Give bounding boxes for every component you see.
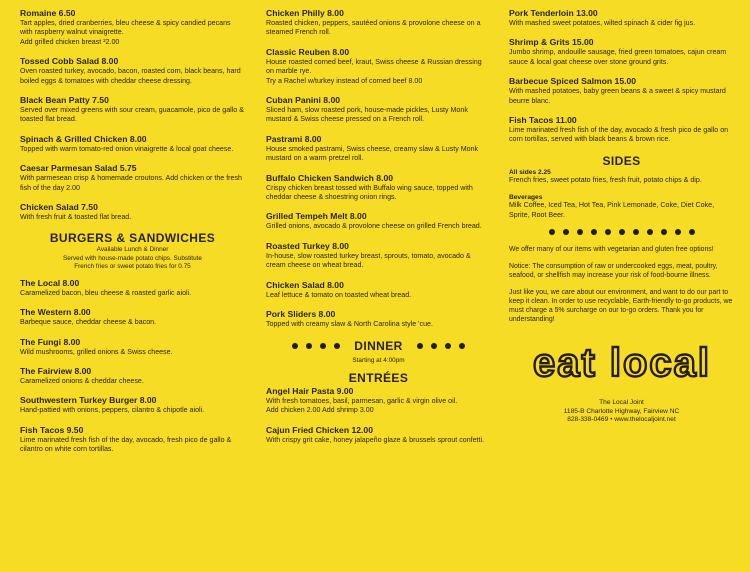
menu-column-3 <box>509 8 734 425</box>
item-description: Wild mushrooms, grilled onions & Swiss cheese. <box>20 347 173 356</box>
bullet-dot <box>689 229 695 235</box>
burgers-substitute: French fries or sweet potato fries for 0.75 <box>74 263 191 271</box>
item-description: House smoked pastrami, Swiss cheese, creamy slaw & Lusty Monk mustard on a warm pretzel roll. <box>266 144 479 163</box>
item-description: In-house, slow roasted turkey breast, sprouts, tomato, avocado & cream cheese on wheat bread. <box>266 251 471 270</box>
item-description: With crispy grit cake, honey jalapeño glaze & brussels sprout confetti. <box>266 435 485 444</box>
menu-item <box>20 8 245 47</box>
logo-text: eat local <box>532 341 711 386</box>
bullet-dot <box>661 229 667 235</box>
item-extra: Add grilled chicken breast ²2.00 <box>20 37 120 46</box>
item-description: Topped with warm tomato-red onion vinaigrette & local goat cheese. <box>20 144 234 153</box>
food-safety-notice: Notice: The consumption of raw or undercooked eggs, meat, poultry, seafood, or shellfish may increase your risk of food-bourne illness. <box>509 263 718 280</box>
item-description: House roasted corned beef, kraut, Swiss cheese & Russian dressing on marble rye. <box>266 57 482 76</box>
item-description: With fresh fruit & toasted flat bread. <box>20 213 132 222</box>
item-name: Cajun Fried Chicken 12.00 <box>266 424 373 435</box>
bullet-dot <box>577 229 583 235</box>
item-description: Barbeque sauce, cheddar cheese & bacon. <box>20 318 157 327</box>
bullet-dot <box>619 229 625 235</box>
item-description: Lime marinated fresh fish of the day, avocado & fresh pico de gallo on corn tortillas, served with black beans & brown rice. <box>509 126 729 144</box>
menu-item <box>20 366 245 386</box>
menu-item <box>20 337 245 357</box>
beverages-label: Beverages <box>509 194 543 202</box>
restaurant-footer <box>509 399 734 425</box>
item-description: Grilled onions, avocado & provolone cheese on grilled French bread. <box>266 222 482 231</box>
item-extra: Add chicken 2.00 Add shrimp 3.00 <box>266 406 374 415</box>
menu-item <box>266 211 491 231</box>
all-sides-label: All sides 2.25 <box>509 168 551 176</box>
bullet-dot <box>334 343 340 349</box>
item-description: Served over mixed greens with sour cream, guacamole, pico de gallo & toasted flat bread. <box>20 106 244 124</box>
bullet-dot <box>320 343 326 349</box>
item-name: Pork Sliders 8.00 <box>266 309 336 320</box>
menu-item <box>266 95 491 125</box>
item-name: The Fairview 8.00 <box>20 365 92 376</box>
item-name: Angel Hair Pasta 9.00 <box>266 385 354 396</box>
menu-item <box>266 47 491 86</box>
burgers-served-with: Served with house-made potato chips. Substitute <box>63 254 202 262</box>
item-description: Lime marinated fresh fish of the day, avocado, fresh pico de gallo & cilantro on white corn tortillas. <box>20 435 232 454</box>
bullet-dot <box>675 229 681 235</box>
all-sides-description: French fries, sweet potato fries, fresh fruit, potato chips & dip. <box>509 175 702 184</box>
item-extra: Try a Rachel w/turkey instead of corned beef 8.00 <box>266 76 423 85</box>
entrees-title: ENTRÉES <box>348 370 409 385</box>
item-name: Classic Reuben 8.00 <box>266 46 350 57</box>
vegetarian-note: We offer many of our items with vegetarian and gluten free options! <box>509 246 714 254</box>
beverages-description: Milk Coffee, Iced Tea, Hot Tea, Pink Lemonade, Coke, Diet Coke, Sprite, Root Beer. <box>509 201 715 219</box>
menu-item <box>20 163 245 193</box>
bullet-dot <box>605 229 611 235</box>
menu-item <box>509 115 734 145</box>
menu-item <box>20 425 245 455</box>
item-name: Pork Tenderloin 13.00 <box>509 8 598 18</box>
item-name: Fish Tacos 11.00 <box>509 115 577 126</box>
item-description: Hand-pattied with onions, peppers, cilantro & chipotle aioli. <box>20 406 205 415</box>
item-description: With mashed potatoes, baby green beans & a sweet & spicy mustard beurre blanc. <box>509 87 726 105</box>
menu-item <box>509 37 734 67</box>
menu-item <box>20 95 245 125</box>
item-description: Jumbo shrimp, andouille sausage, fried green tomatoes, cajun cream sauce & local goat cheese over stone ground grits. <box>509 48 727 66</box>
item-name: Romaine 6.50 <box>20 8 76 18</box>
menu-column-2 <box>266 8 491 454</box>
sides-title: SIDES <box>602 153 641 168</box>
item-description: With fresh tomatoes, basil, parmesan, garlic & virgin olive oil. <box>266 396 458 405</box>
menu-item <box>266 8 491 38</box>
item-name: The Western 8.00 <box>20 307 91 318</box>
restaurant-contact: 828-338-0469 • www.thelocaljoint.net <box>567 416 676 424</box>
menu-item <box>266 241 491 271</box>
menu-item <box>266 280 491 300</box>
eat-local-logo-graphic <box>527 336 717 388</box>
menu-column-1 <box>20 8 245 464</box>
restaurant-address: 1185-B Charlotte Highway, Fairview NC <box>563 407 680 415</box>
menu-item <box>509 76 734 106</box>
item-name: Chicken Salad 7.50 <box>20 202 98 213</box>
menu-item <box>20 307 245 327</box>
sides-block <box>509 169 734 185</box>
bullet-dot <box>417 343 423 349</box>
item-description: Caramelized bacon, bleu cheese & roasted garlic aioli. <box>20 288 192 297</box>
item-name: Cuban Panini 8.00 <box>266 95 341 106</box>
menu-item <box>266 425 491 445</box>
menu-item <box>20 278 245 298</box>
item-description: Roasted chicken, peppers, sautéed onions & provolone cheese on a steamed French roll. <box>266 19 481 37</box>
item-name: Barbecue Spiced Salmon 15.00 <box>509 76 637 87</box>
item-name: The Fungi 8.00 <box>20 336 81 347</box>
item-description: With mashed sweet potatoes, wilted spinach & cider fig jus. <box>509 19 696 27</box>
bullet-dot <box>591 229 597 235</box>
to-go-surcharge-note: Just like you, we care about our environment, and want to do our part to keep it clean. In order to use recyclable, Earth-friendly to-go products, we must charge a 5% surcharge on our to-go orders. Thank you for understanding! <box>509 289 733 324</box>
item-name: Fish Tacos 9.50 <box>20 424 84 435</box>
item-name: Southwestern Turkey Burger 8.00 <box>20 395 157 406</box>
eat-local-logo <box>509 336 734 393</box>
bullet-dot <box>459 343 465 349</box>
bullet-dot <box>306 343 312 349</box>
dinner-header <box>266 339 491 353</box>
item-name: Caesar Parmesan Salad 5.75 <box>20 163 137 174</box>
item-name: Chicken Philly 8.00 <box>266 8 344 18</box>
beverages-block <box>509 194 734 220</box>
item-name: Spinach & Grilled Chicken 8.00 <box>20 133 147 144</box>
item-name: The Local 8.00 <box>20 277 80 288</box>
restaurant-name: The Local Joint <box>599 399 644 407</box>
divider-dots <box>509 229 734 235</box>
item-description: Sliced ham, slow roasted pork, house-made pickles, Lusty Monk mustard & Swiss cheese pressed on a French roll. <box>266 106 468 124</box>
menu-item <box>20 395 245 415</box>
bullet-dot <box>549 229 555 235</box>
item-name: Buffalo Chicken Sandwich 8.00 <box>266 172 394 183</box>
bullet-dot <box>647 229 653 235</box>
burgers-section-title: BURGERS & SANDWICHES <box>49 231 216 246</box>
item-name: Pastrami 8.00 <box>266 133 322 144</box>
item-name: Grilled Tempeh Melt 8.00 <box>266 211 367 222</box>
item-description: Topped with creamy slaw & North Carolina style 'cue. <box>266 320 433 329</box>
item-name: Chicken Salad 8.00 <box>266 279 344 290</box>
bullet-dot <box>292 343 298 349</box>
item-name: Roasted Turkey 8.00 <box>266 240 349 251</box>
menu-item <box>20 56 245 86</box>
dinner-start-time: Starting at 4:00pm <box>352 356 405 364</box>
menu-item <box>20 202 245 222</box>
burgers-availability: Available Lunch & Dinner <box>96 246 169 254</box>
bullet-dot <box>633 229 639 235</box>
item-description: Oven roasted turkey, avocado, bacon, roasted corn, black beans, hard boiled eggs & tomatoes with cheddar cheese dressing. <box>20 67 241 85</box>
menu-item <box>266 173 491 203</box>
item-description: Caramelized onions & cheddar cheese. <box>20 376 144 385</box>
menu-item <box>266 134 491 164</box>
menu-item <box>20 134 245 154</box>
menu-item <box>266 309 491 329</box>
item-description: Leaf lettuce & tomato on toasted wheat bread. <box>266 290 412 299</box>
bullet-dot <box>445 343 451 349</box>
bullet-dot <box>431 343 437 349</box>
item-name: Shrimp & Grits 15.00 <box>509 37 594 48</box>
menu-item <box>509 8 734 28</box>
item-description: Tart apples, dried cranberries, bleu cheese & spicy candied pecans with raspberry walnut vinaigrette. <box>20 19 231 37</box>
dinner-title: DINNER <box>354 338 403 353</box>
bullet-dot <box>563 229 569 235</box>
item-name: Tossed Cobb Salad 8.00 <box>20 56 119 67</box>
menu-item <box>266 386 491 416</box>
item-description: Crispy chicken breast tossed with Buffalo wing sauce, topped with cheddar cheese & shoestring onion rings. <box>266 183 473 202</box>
burgers-section-subtitle <box>20 246 245 271</box>
item-description: With parmesean crisp & homemade croutons. Add chicken or the fresh fish of the day 2.00 <box>20 174 242 192</box>
item-name: Black Bean Patty 7.50 <box>20 95 109 106</box>
